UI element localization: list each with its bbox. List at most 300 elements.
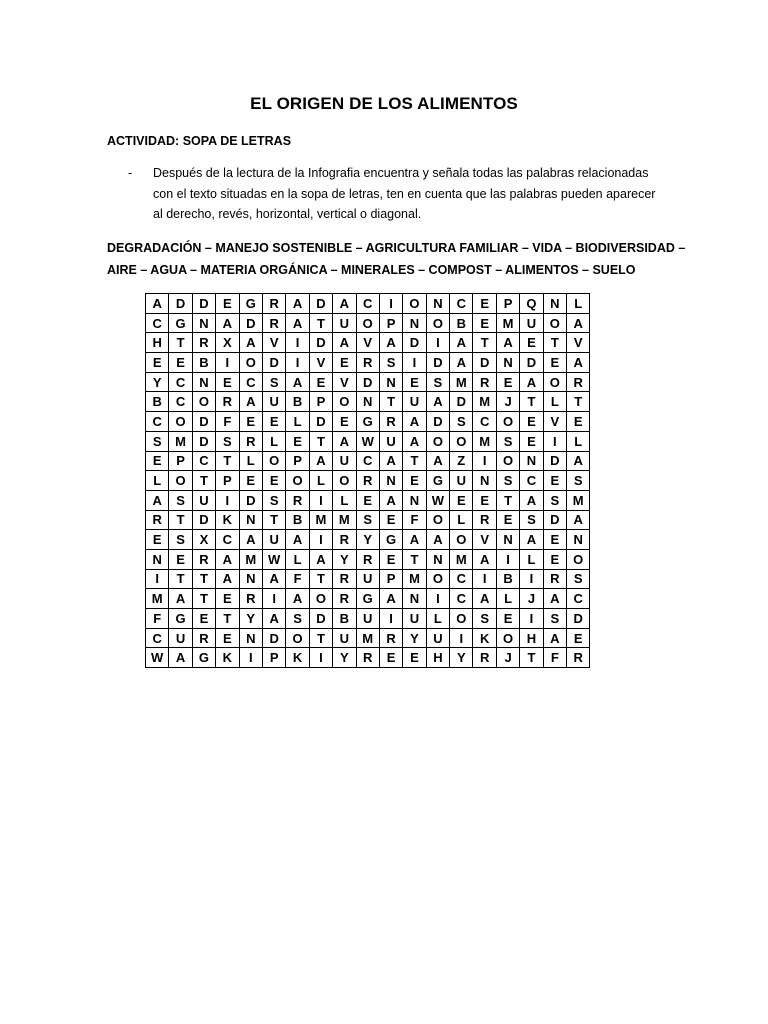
grid-cell[interactable]: H — [146, 333, 169, 353]
grid-cell[interactable]: X — [216, 333, 239, 353]
grid-cell[interactable]: D — [426, 412, 449, 432]
grid-cell[interactable]: U — [403, 392, 426, 412]
grid-cell[interactable]: T — [403, 549, 426, 569]
grid-cell[interactable]: A — [473, 549, 496, 569]
grid-cell[interactable]: A — [520, 530, 543, 550]
grid-cell[interactable]: A — [426, 451, 449, 471]
grid-cell[interactable]: R — [239, 589, 262, 609]
grid-cell[interactable]: I — [473, 451, 496, 471]
grid-cell[interactable]: C — [567, 589, 590, 609]
grid-cell[interactable]: N — [356, 392, 379, 412]
grid-cell[interactable]: L — [309, 471, 332, 491]
grid-cell[interactable]: R — [262, 294, 285, 314]
grid-cell[interactable]: D — [262, 353, 285, 373]
grid-cell[interactable]: K — [216, 510, 239, 530]
grid-cell[interactable]: C — [473, 412, 496, 432]
grid-cell[interactable]: G — [426, 471, 449, 491]
grid-cell[interactable]: N — [192, 372, 215, 392]
grid-cell[interactable]: N — [496, 530, 519, 550]
grid-cell[interactable]: C — [356, 294, 379, 314]
grid-cell[interactable]: E — [216, 628, 239, 648]
grid-cell[interactable]: E — [146, 353, 169, 373]
grid-cell[interactable]: R — [356, 648, 379, 668]
grid-cell[interactable]: A — [146, 490, 169, 510]
grid-cell[interactable]: A — [309, 549, 332, 569]
grid-cell[interactable]: P — [379, 313, 402, 333]
grid-cell[interactable]: A — [216, 313, 239, 333]
grid-cell[interactable]: R — [379, 412, 402, 432]
grid-cell[interactable]: O — [450, 530, 473, 550]
grid-cell[interactable]: E — [169, 353, 192, 373]
grid-cell[interactable]: O — [309, 589, 332, 609]
grid-cell[interactable]: R — [473, 648, 496, 668]
grid-cell[interactable]: A — [239, 530, 262, 550]
grid-cell[interactable]: E — [473, 313, 496, 333]
grid-cell[interactable]: A — [450, 353, 473, 373]
grid-cell[interactable]: O — [286, 471, 309, 491]
grid-cell[interactable]: A — [333, 294, 356, 314]
grid-cell[interactable]: R — [473, 510, 496, 530]
grid-cell[interactable]: F — [286, 569, 309, 589]
grid-cell[interactable]: N — [379, 372, 402, 392]
grid-cell[interactable]: G — [356, 412, 379, 432]
grid-cell[interactable]: S — [169, 490, 192, 510]
grid-cell[interactable]: O — [567, 549, 590, 569]
grid-cell[interactable]: E — [567, 412, 590, 432]
grid-cell[interactable]: V — [309, 353, 332, 373]
grid-cell[interactable]: D — [520, 353, 543, 373]
grid-cell[interactable]: N — [239, 510, 262, 530]
grid-cell[interactable]: A — [146, 294, 169, 314]
grid-cell[interactable]: E — [543, 471, 566, 491]
grid-cell[interactable]: O — [543, 372, 566, 392]
grid-cell[interactable]: P — [262, 648, 285, 668]
grid-cell[interactable]: W — [426, 490, 449, 510]
grid-cell[interactable]: A — [286, 530, 309, 550]
grid-cell[interactable]: I — [520, 569, 543, 589]
grid-cell[interactable]: D — [450, 392, 473, 412]
grid-cell[interactable]: S — [216, 431, 239, 451]
grid-cell[interactable]: E — [520, 333, 543, 353]
grid-cell[interactable]: B — [450, 313, 473, 333]
grid-cell[interactable]: I — [216, 490, 239, 510]
grid-cell[interactable]: S — [286, 609, 309, 629]
grid-cell[interactable]: U — [169, 628, 192, 648]
grid-cell[interactable]: A — [567, 451, 590, 471]
grid-cell[interactable]: T — [309, 569, 332, 589]
grid-cell[interactable]: I — [473, 569, 496, 589]
grid-cell[interactable]: E — [543, 353, 566, 373]
grid-cell[interactable]: T — [379, 392, 402, 412]
grid-cell[interactable]: D — [192, 412, 215, 432]
grid-cell[interactable]: L — [146, 471, 169, 491]
grid-cell[interactable]: P — [169, 451, 192, 471]
grid-cell[interactable]: S — [567, 569, 590, 589]
grid-cell[interactable]: P — [379, 569, 402, 589]
grid-cell[interactable]: A — [286, 372, 309, 392]
grid-cell[interactable]: H — [426, 648, 449, 668]
grid-cell[interactable]: C — [450, 294, 473, 314]
grid-cell[interactable]: E — [216, 372, 239, 392]
grid-cell[interactable]: N — [239, 628, 262, 648]
grid-cell[interactable]: U — [356, 609, 379, 629]
grid-cell[interactable]: I — [309, 530, 332, 550]
grid-cell[interactable]: D — [192, 294, 215, 314]
grid-cell[interactable]: I — [309, 490, 332, 510]
grid-cell[interactable]: T — [216, 451, 239, 471]
grid-cell[interactable]: O — [450, 609, 473, 629]
grid-cell[interactable]: R — [286, 490, 309, 510]
grid-cell[interactable]: D — [262, 628, 285, 648]
grid-cell[interactable]: P — [286, 451, 309, 471]
grid-cell[interactable]: N — [403, 490, 426, 510]
grid-cell[interactable]: M — [309, 510, 332, 530]
grid-cell[interactable]: R — [192, 333, 215, 353]
grid-cell[interactable]: T — [309, 628, 332, 648]
grid-cell[interactable]: E — [192, 609, 215, 629]
grid-cell[interactable]: N — [426, 549, 449, 569]
grid-cell[interactable]: M — [169, 431, 192, 451]
grid-cell[interactable]: D — [426, 353, 449, 373]
grid-cell[interactable]: A — [426, 530, 449, 550]
grid-cell[interactable]: D — [192, 510, 215, 530]
grid-cell[interactable]: T — [169, 510, 192, 530]
grid-cell[interactable]: Z — [450, 451, 473, 471]
grid-cell[interactable]: I — [426, 333, 449, 353]
grid-cell[interactable]: T — [216, 609, 239, 629]
grid-cell[interactable]: G — [192, 648, 215, 668]
grid-cell[interactable]: E — [333, 412, 356, 432]
grid-cell[interactable]: T — [309, 431, 332, 451]
grid-cell[interactable]: O — [496, 451, 519, 471]
grid-cell[interactable]: A — [239, 333, 262, 353]
grid-cell[interactable]: V — [356, 333, 379, 353]
grid-cell[interactable]: C — [169, 372, 192, 392]
grid-cell[interactable]: A — [216, 569, 239, 589]
grid-cell[interactable]: V — [543, 412, 566, 432]
grid-cell[interactable]: A — [309, 451, 332, 471]
grid-cell[interactable]: U — [403, 609, 426, 629]
grid-cell[interactable]: E — [450, 490, 473, 510]
grid-cell[interactable]: N — [403, 313, 426, 333]
grid-cell[interactable]: U — [356, 569, 379, 589]
grid-cell[interactable]: E — [262, 412, 285, 432]
grid-cell[interactable]: U — [379, 431, 402, 451]
grid-cell[interactable]: A — [520, 490, 543, 510]
grid-cell[interactable]: I — [403, 353, 426, 373]
grid-cell[interactable]: I — [450, 628, 473, 648]
grid-cell[interactable]: S — [146, 431, 169, 451]
grid-cell[interactable]: R — [567, 648, 590, 668]
grid-cell[interactable]: S — [426, 372, 449, 392]
grid-cell[interactable]: E — [239, 471, 262, 491]
grid-cell[interactable]: E — [216, 589, 239, 609]
grid-cell[interactable]: O — [543, 313, 566, 333]
grid-cell[interactable]: O — [426, 510, 449, 530]
grid-cell[interactable]: C — [146, 313, 169, 333]
grid-cell[interactable]: R — [379, 628, 402, 648]
grid-cell[interactable]: W — [146, 648, 169, 668]
grid-cell[interactable]: I — [262, 589, 285, 609]
grid-cell[interactable]: O — [496, 628, 519, 648]
grid-cell[interactable]: J — [520, 589, 543, 609]
grid-cell[interactable]: S — [543, 490, 566, 510]
grid-cell[interactable]: E — [333, 353, 356, 373]
grid-cell[interactable]: A — [379, 333, 402, 353]
grid-cell[interactable]: P — [496, 294, 519, 314]
grid-cell[interactable]: Y — [356, 530, 379, 550]
grid-cell[interactable]: A — [333, 333, 356, 353]
grid-cell[interactable]: A — [450, 333, 473, 353]
grid-cell[interactable]: M — [496, 313, 519, 333]
grid-cell[interactable]: O — [169, 412, 192, 432]
grid-cell[interactable]: B — [286, 510, 309, 530]
grid-cell[interactable]: R — [333, 569, 356, 589]
grid-cell[interactable]: D — [309, 333, 332, 353]
grid-cell[interactable]: N — [146, 549, 169, 569]
grid-cell[interactable]: I — [309, 648, 332, 668]
grid-cell[interactable]: Y — [450, 648, 473, 668]
grid-cell[interactable]: U — [333, 451, 356, 471]
grid-cell[interactable]: R — [239, 431, 262, 451]
grid-cell[interactable]: M — [473, 431, 496, 451]
grid-cell[interactable]: A — [286, 589, 309, 609]
grid-cell[interactable]: A — [543, 589, 566, 609]
grid-cell[interactable]: T — [520, 392, 543, 412]
grid-cell[interactable]: E — [403, 471, 426, 491]
grid-cell[interactable]: E — [520, 412, 543, 432]
grid-cell[interactable]: K — [216, 648, 239, 668]
grid-cell[interactable]: E — [496, 510, 519, 530]
grid-cell[interactable]: M — [356, 628, 379, 648]
grid-cell[interactable]: L — [567, 431, 590, 451]
grid-cell[interactable]: G — [169, 313, 192, 333]
grid-cell[interactable]: Y — [333, 648, 356, 668]
grid-cell[interactable]: V — [567, 333, 590, 353]
grid-cell[interactable]: F — [403, 510, 426, 530]
grid-cell[interactable]: A — [169, 589, 192, 609]
grid-cell[interactable]: O — [426, 431, 449, 451]
grid-cell[interactable]: T — [169, 333, 192, 353]
grid-cell[interactable]: A — [543, 628, 566, 648]
grid-cell[interactable]: C — [216, 530, 239, 550]
grid-cell[interactable]: B — [286, 392, 309, 412]
grid-cell[interactable]: L — [426, 609, 449, 629]
grid-cell[interactable]: C — [239, 372, 262, 392]
grid-cell[interactable]: S — [262, 490, 285, 510]
grid-cell[interactable]: O — [192, 392, 215, 412]
grid-cell[interactable]: D — [239, 313, 262, 333]
grid-cell[interactable]: L — [333, 490, 356, 510]
grid-cell[interactable]: A — [262, 569, 285, 589]
grid-cell[interactable]: A — [216, 549, 239, 569]
grid-cell[interactable]: N — [473, 471, 496, 491]
grid-cell[interactable]: A — [426, 392, 449, 412]
grid-cell[interactable]: D — [309, 412, 332, 432]
grid-cell[interactable]: T — [403, 451, 426, 471]
grid-cell[interactable]: Q — [520, 294, 543, 314]
grid-cell[interactable]: L — [450, 510, 473, 530]
grid-cell[interactable]: M — [239, 549, 262, 569]
grid-cell[interactable]: I — [379, 609, 402, 629]
grid-cell[interactable]: S — [520, 510, 543, 530]
grid-cell[interactable]: T — [192, 589, 215, 609]
grid-cell[interactable]: G — [356, 589, 379, 609]
grid-cell[interactable]: G — [239, 294, 262, 314]
grid-cell[interactable]: T — [520, 648, 543, 668]
grid-cell[interactable]: M — [333, 510, 356, 530]
grid-cell[interactable]: O — [239, 353, 262, 373]
grid-cell[interactable]: N — [379, 471, 402, 491]
grid-cell[interactable]: T — [262, 510, 285, 530]
grid-cell[interactable]: N — [192, 313, 215, 333]
grid-cell[interactable]: B — [192, 353, 215, 373]
grid-cell[interactable]: E — [379, 510, 402, 530]
grid-cell[interactable]: M — [450, 549, 473, 569]
grid-cell[interactable]: O — [286, 628, 309, 648]
grid-cell[interactable]: C — [146, 628, 169, 648]
grid-cell[interactable]: A — [379, 589, 402, 609]
grid-cell[interactable]: D — [543, 510, 566, 530]
grid-cell[interactable]: B — [496, 569, 519, 589]
grid-cell[interactable]: M — [567, 490, 590, 510]
grid-cell[interactable]: S — [379, 353, 402, 373]
grid-cell[interactable]: A — [496, 333, 519, 353]
grid-cell[interactable]: U — [450, 471, 473, 491]
grid-cell[interactable]: R — [216, 392, 239, 412]
grid-cell[interactable]: E — [496, 609, 519, 629]
grid-cell[interactable]: I — [379, 294, 402, 314]
grid-cell[interactable]: U — [333, 628, 356, 648]
grid-cell[interactable]: F — [146, 609, 169, 629]
grid-cell[interactable]: A — [567, 510, 590, 530]
grid-cell[interactable]: E — [473, 294, 496, 314]
grid-cell[interactable]: A — [567, 353, 590, 373]
grid-cell[interactable]: G — [169, 609, 192, 629]
grid-cell[interactable]: T — [309, 313, 332, 333]
grid-cell[interactable]: Y — [333, 549, 356, 569]
grid-cell[interactable]: L — [286, 549, 309, 569]
grid-cell[interactable]: E — [543, 549, 566, 569]
grid-cell[interactable]: O — [450, 431, 473, 451]
grid-cell[interactable]: W — [262, 549, 285, 569]
grid-cell[interactable]: U — [192, 490, 215, 510]
grid-cell[interactable]: O — [169, 471, 192, 491]
grid-cell[interactable]: R — [356, 353, 379, 373]
grid-cell[interactable]: T — [567, 392, 590, 412]
grid-cell[interactable]: N — [520, 451, 543, 471]
grid-cell[interactable]: E — [262, 471, 285, 491]
grid-cell[interactable]: Y — [239, 609, 262, 629]
grid-cell[interactable]: C — [192, 451, 215, 471]
grid-cell[interactable]: K — [473, 628, 496, 648]
grid-cell[interactable]: E — [169, 549, 192, 569]
grid-cell[interactable]: K — [286, 648, 309, 668]
grid-cell[interactable]: R — [356, 549, 379, 569]
grid-cell[interactable]: A — [286, 294, 309, 314]
grid-cell[interactable]: S — [169, 530, 192, 550]
grid-cell[interactable]: O — [426, 569, 449, 589]
grid-cell[interactable]: V — [333, 372, 356, 392]
grid-cell[interactable]: A — [567, 313, 590, 333]
grid-cell[interactable]: T — [543, 333, 566, 353]
grid-cell[interactable]: L — [520, 549, 543, 569]
grid-cell[interactable]: S — [262, 372, 285, 392]
grid-cell[interactable]: A — [403, 412, 426, 432]
grid-cell[interactable]: U — [426, 628, 449, 648]
grid-cell[interactable]: A — [379, 451, 402, 471]
grid-cell[interactable]: D — [403, 333, 426, 353]
grid-cell[interactable]: A — [473, 589, 496, 609]
grid-cell[interactable]: O — [403, 294, 426, 314]
grid-cell[interactable]: I — [520, 609, 543, 629]
grid-cell[interactable]: B — [146, 392, 169, 412]
grid-cell[interactable]: R — [146, 510, 169, 530]
grid-cell[interactable]: I — [496, 549, 519, 569]
grid-cell[interactable]: I — [216, 353, 239, 373]
grid-cell[interactable]: E — [216, 294, 239, 314]
grid-cell[interactable]: O — [496, 412, 519, 432]
grid-cell[interactable]: E — [473, 490, 496, 510]
grid-cell[interactable]: I — [146, 569, 169, 589]
grid-cell[interactable]: M — [473, 392, 496, 412]
grid-cell[interactable]: N — [403, 589, 426, 609]
grid-cell[interactable]: E — [496, 372, 519, 392]
grid-cell[interactable]: I — [426, 589, 449, 609]
grid-cell[interactable]: A — [520, 372, 543, 392]
grid-cell[interactable]: H — [520, 628, 543, 648]
grid-cell[interactable]: U — [262, 530, 285, 550]
grid-cell[interactable]: A — [169, 648, 192, 668]
grid-cell[interactable]: U — [262, 392, 285, 412]
grid-cell[interactable]: E — [239, 412, 262, 432]
grid-cell[interactable]: P — [216, 471, 239, 491]
grid-cell[interactable]: O — [333, 392, 356, 412]
grid-cell[interactable]: O — [333, 471, 356, 491]
grid-cell[interactable]: E — [403, 372, 426, 392]
grid-cell[interactable]: D — [192, 431, 215, 451]
grid-cell[interactable]: C — [146, 412, 169, 432]
grid-cell[interactable]: P — [309, 392, 332, 412]
grid-cell[interactable]: V — [473, 530, 496, 550]
grid-cell[interactable]: R — [543, 569, 566, 589]
grid-cell[interactable]: S — [450, 412, 473, 432]
grid-cell[interactable]: R — [356, 471, 379, 491]
grid-cell[interactable]: N — [567, 530, 590, 550]
grid-cell[interactable]: L — [543, 392, 566, 412]
grid-cell[interactable]: E — [146, 451, 169, 471]
grid-cell[interactable]: F — [543, 648, 566, 668]
grid-cell[interactable]: O — [262, 451, 285, 471]
grid-cell[interactable]: R — [333, 530, 356, 550]
grid-cell[interactable]: R — [192, 549, 215, 569]
grid-cell[interactable]: R — [567, 372, 590, 392]
grid-cell[interactable]: R — [192, 628, 215, 648]
grid-cell[interactable]: T — [169, 569, 192, 589]
grid-cell[interactable]: V — [262, 333, 285, 353]
grid-cell[interactable]: N — [543, 294, 566, 314]
grid-cell[interactable]: S — [496, 471, 519, 491]
grid-cell[interactable]: C — [450, 589, 473, 609]
grid-cell[interactable]: E — [146, 530, 169, 550]
grid-cell[interactable]: X — [192, 530, 215, 550]
grid-cell[interactable]: A — [333, 431, 356, 451]
grid-cell[interactable]: O — [356, 313, 379, 333]
grid-cell[interactable]: M — [403, 569, 426, 589]
grid-cell[interactable]: A — [286, 313, 309, 333]
grid-cell[interactable]: M — [450, 372, 473, 392]
grid-cell[interactable]: D — [309, 294, 332, 314]
